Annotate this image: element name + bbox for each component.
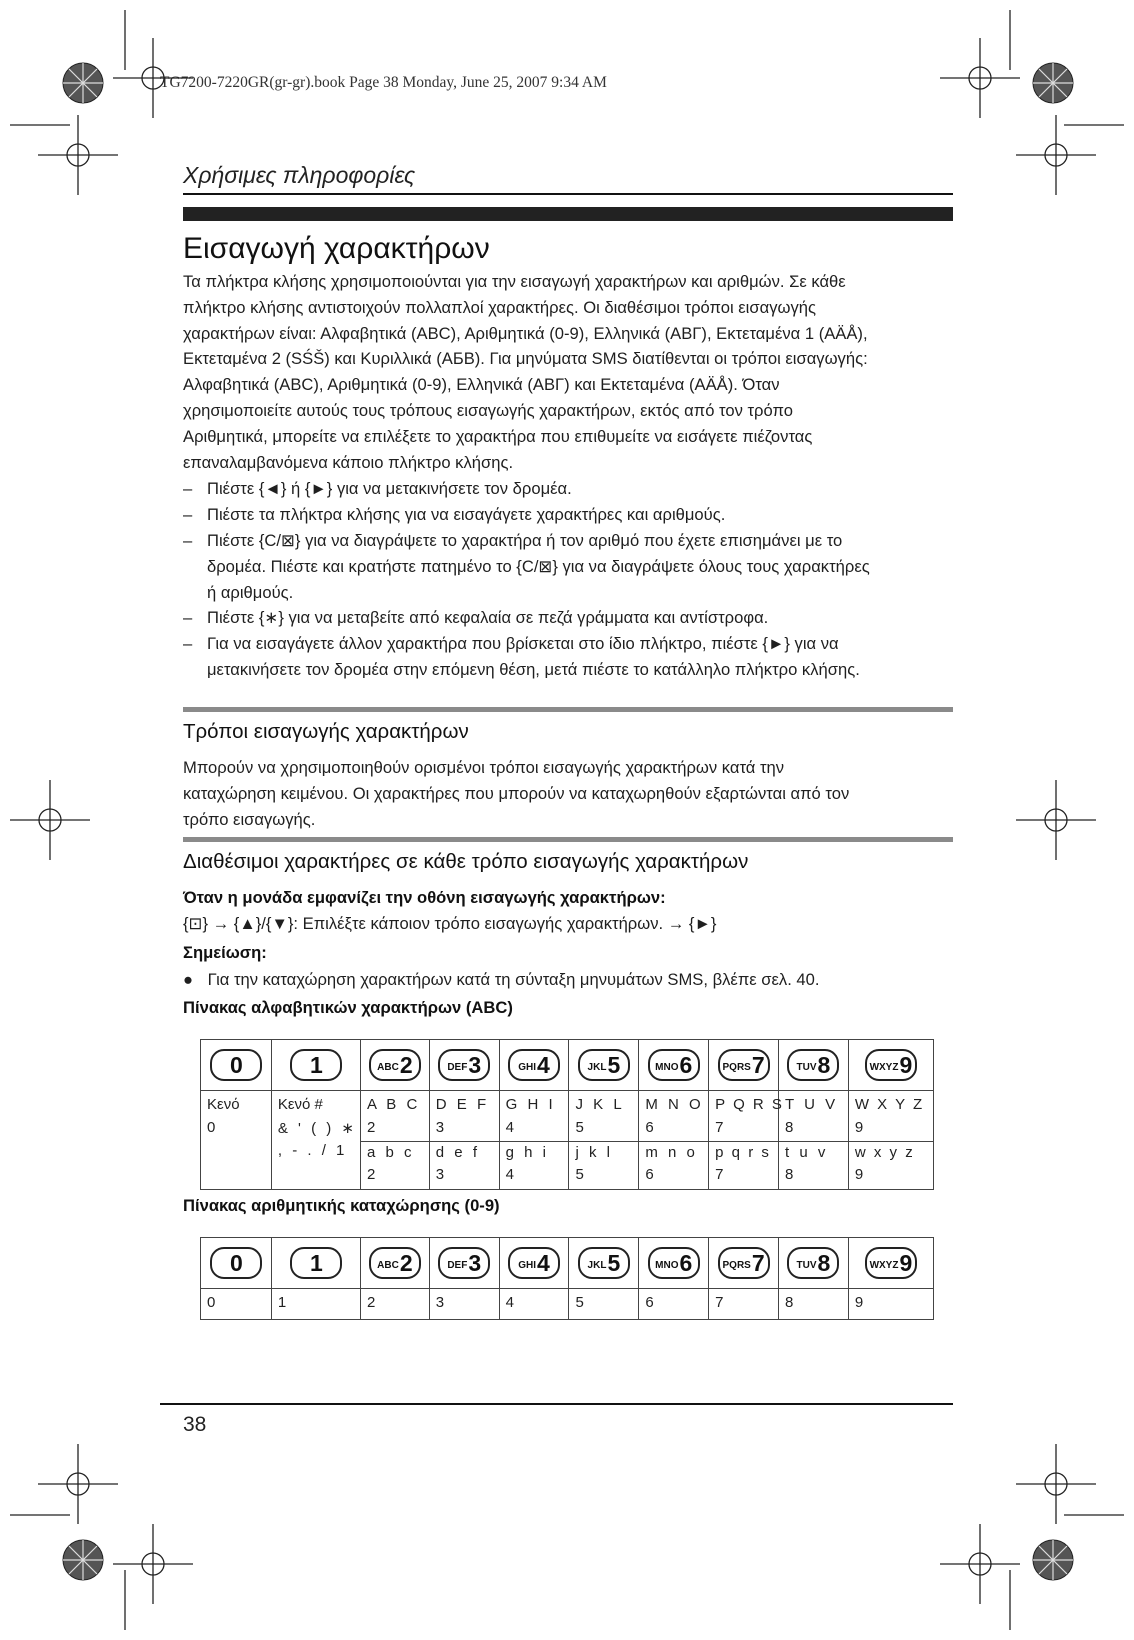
bullet-line: Πιέστε {◄} ή {►} για να μετακινήσετε τον δρομέα. (207, 479, 572, 498)
char-cell: T U V 8 t u v 8 (779, 1091, 849, 1190)
bullet-dash: – (183, 479, 193, 498)
intro-line: Αλφαβητικά (ABC), Αριθμητικά (0-9), Ελληνικά (ΑΒΓ) και Εκτεταμένα (AÄÅ). Όταν (183, 375, 780, 395)
intro-line: χρησιμοποιείτε αυτούς τους τρόπους εισαγωγής χαρακτήρων, εκτός από τον τρόπο (183, 400, 793, 420)
num-cell: 3 (429, 1289, 499, 1320)
char-cell: G H I 4 g h i 4 (499, 1091, 569, 1190)
dial-key-4-icon: GHI4 (508, 1247, 560, 1279)
dial-key-9-icon: WXYZ9 (865, 1247, 917, 1279)
bullet-dash: – (183, 505, 193, 524)
bullet-dash: – (183, 531, 193, 550)
intro-line: πλήκτρο κλήσης αντιστοιχούν πολλαπλοί χαρακτήρες. Οι διαθέσιμοι τρόποι εισαγωγής (183, 297, 816, 317)
bullet-line: ή αριθμούς. (207, 582, 294, 602)
bullet-line: Για να εισαγάγετε άλλον χαρακτήρα που βρίσκεται στο ίδιο πλήκτρο, πιέστε {►} για να (207, 634, 839, 653)
dial-key-1-icon: 1 (290, 1049, 342, 1081)
bullet-dash: – (183, 608, 193, 627)
intro-line: επαναλαμβανόμενα κάποιο πλήκτρο κλήσης. (183, 452, 514, 472)
dial-key-8-icon: TUV8 (787, 1049, 839, 1081)
bullet-line: δρομέα. Πιέστε και κρατήστε πατημένο το {C/⊠} για να διαγράψετε όλους τους χαρακτήρες (207, 556, 870, 576)
dial-key-3-icon: DEF3 (438, 1049, 490, 1081)
num-cell: 9 (848, 1289, 933, 1320)
intro-line: Αριθμητικά, μπορείτε να επιλέξετε το χαρακτήρα που επιθυμείτε να εισάγετε πιέζοντας (183, 426, 813, 446)
char-cell: A B C 2 a b c 2 (360, 1091, 429, 1190)
intro-line: Εκτεταμένα 2 (SŚŠ) και Κυριλλικά (АБВ). Για μηνύματα SMS διατίθενται οι τρόποι εισαγωγής: (183, 349, 868, 369)
dial-key-1-icon: 1 (290, 1247, 342, 1279)
char-cell: W X Y Z 9 w x y z 9 (848, 1091, 933, 1190)
dial-key-4-icon: GHI4 (508, 1049, 560, 1081)
modes-heading: Τρόποι εισαγωγής χαρακτήρων (183, 720, 469, 743)
section-title: Χρήσιμες πληροφορίες (183, 162, 416, 188)
num-cell: 1 (271, 1289, 360, 1320)
dial-key-0-icon: 0 (210, 1049, 262, 1081)
char-cell: P Q R S 7 p q r s 7 (709, 1091, 779, 1190)
dial-key-2-icon: ABC2 (369, 1247, 421, 1279)
dial-key-7-icon: PQRS7 (718, 1049, 770, 1081)
dial-key-6-icon: MNO6 (648, 1247, 700, 1279)
dial-key-6-icon: MNO6 (648, 1049, 700, 1081)
modes-line: καταχώρηση κειμένου. Οι χαρακτήρες που μπορούν να καταχωρηθούν εξαρτώνται από τον (183, 783, 850, 803)
dial-key-3-icon: DEF3 (438, 1247, 490, 1279)
dial-key-0-icon: 0 (210, 1247, 262, 1279)
modes-line: τρόπο εισαγωγής. (183, 809, 316, 829)
bullet-line: Πιέστε {∗} για να μεταβείτε από κεφαλαία σε πεζά γράμματα και αντίστροφα. (207, 608, 769, 627)
dial-key-8-icon: TUV8 (787, 1247, 839, 1279)
note-text: Για την καταχώρηση χαρακτήρων κατά τη σύνταξη μηνυμάτων SMS, βλέπε σελ. 40. (207, 970, 820, 989)
char-cell: Κενό 0 (201, 1091, 272, 1190)
num-cell: 5 (569, 1289, 639, 1320)
file-header: TG7200-7220GR(gr-gr).book Page 38 Monday, June 25, 2007 9:34 AM (160, 74, 607, 91)
instruction-line: {⊡} → {▲}/{▼}: Επιλέξτε κάποιον τρόπο εισαγωγής χαρακτήρων. → {►} (183, 914, 717, 933)
num-cell: 8 (779, 1289, 849, 1320)
num-cell: 0 (201, 1289, 272, 1320)
page-title: Εισαγωγή χαρακτήρων (183, 232, 490, 265)
num-table-title: Πίνακας αριθμητικής καταχώρησης (0-9) (183, 1196, 500, 1215)
char-cell: D E F 3 d e f 3 (429, 1091, 499, 1190)
char-cell: M N O 6 m n o 6 (639, 1091, 709, 1190)
intro-line: Τα πλήκτρα κλήσης χρησιμοποιούνται για την εισαγωγή χαρακτήρων και αριθμών. Σε κάθε (183, 272, 846, 291)
dial-key-2-icon: ABC2 (369, 1049, 421, 1081)
char-cell: J K L 5 j k l 5 (569, 1091, 639, 1190)
when-label: Όταν η μονάδα εμφανίζει την οθόνη εισαγωγής χαρακτήρων: (183, 888, 666, 907)
bullet-line: μετακινήσετε τον δρομέα στην επόμενη θέση, μετά πιέστε το κατάλληλο πλήκτρο κλήσης. (207, 659, 860, 679)
dial-key-9-icon: WXYZ9 (865, 1049, 917, 1081)
bullet-dash: – (183, 634, 193, 653)
available-heading: Διαθέσιμοι χαρακτήρες σε κάθε τρόπο εισαγωγής χαρακτήρων (183, 850, 749, 873)
num-cell: 7 (709, 1289, 779, 1320)
num-cell: 6 (639, 1289, 709, 1320)
page-number: 38 (183, 1413, 207, 1436)
dial-key-5-icon: JKL5 (578, 1049, 630, 1081)
note-bullet: ● (183, 970, 194, 989)
abc-table-title: Πίνακας αλφαβητικών χαρακτήρων (ABC) (183, 998, 513, 1017)
num-cell: 2 (360, 1289, 429, 1320)
bullet-line: Πιέστε τα πλήκτρα κλήσης για να εισαγάγετε χαρακτήρες και αριθμούς. (207, 505, 726, 524)
dial-key-5-icon: JKL5 (578, 1247, 630, 1279)
note-label: Σημείωση: (183, 943, 267, 962)
dial-key-7-icon: PQRS7 (718, 1247, 770, 1279)
modes-line: Μπορούν να χρησιμοποιηθούν ορισμένοι τρόποι εισαγωγής χαρακτήρων κατά την (183, 758, 785, 777)
char-cell: Κενό # & ' ( ) ∗ , - . / 1 (271, 1091, 360, 1190)
intro-line: χαρακτήρων είναι: Αλφαβητικά (ABC), Αριθμητικά (0-9), Ελληνικά (ΑΒΓ), Εκτεταμένα 1 (AÄÅ), (183, 323, 868, 343)
num-cell: 4 (499, 1289, 569, 1320)
bullet-line: Πιέστε {C/⊠} για να διαγράψετε το χαρακτήρα ή τον αριθμό που έχετε επισημάνει με το (207, 531, 843, 550)
